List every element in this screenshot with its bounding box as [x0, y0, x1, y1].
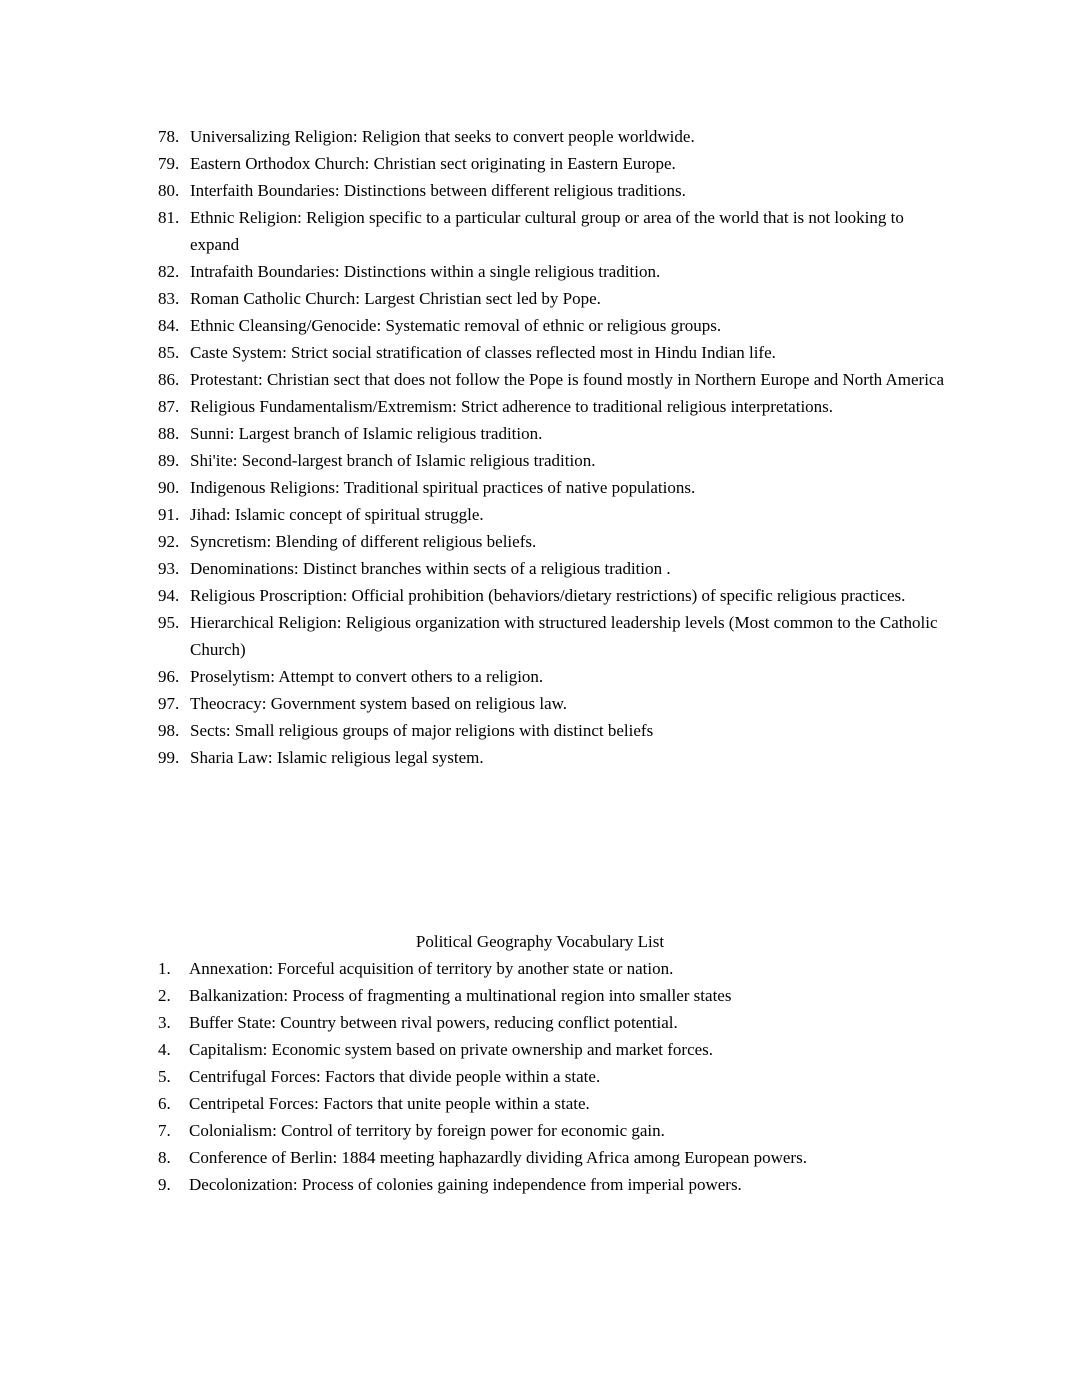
- item-number: 88.: [158, 424, 180, 443]
- list-item: [158, 312, 1080, 339]
- item-text: Syncretism: Blending of different religious beliefs.: [190, 532, 537, 551]
- item-number: 6.: [158, 1094, 171, 1113]
- item-text: Religious Fundamentalism/Extremism: Strict adherence to traditional religious interpretations.: [190, 397, 834, 416]
- list-item: [158, 1171, 1080, 1198]
- item-text: Indigenous Religions: Traditional spiritual practices of native populations.: [190, 478, 696, 497]
- list-item: [158, 366, 1080, 393]
- item-number: 86.: [158, 370, 180, 389]
- religion-vocab-list: [158, 0, 1080, 771]
- list-item: [158, 177, 1080, 204]
- list-item: [158, 123, 1080, 150]
- list-item: [158, 447, 1080, 474]
- item-text: Centrifugal Forces: Factors that divide people within a state.: [189, 1067, 601, 1086]
- item-text: Capitalism: Economic system based on private ownership and market forces.: [189, 1040, 714, 1059]
- list-item: [158, 501, 1080, 528]
- item-number: 81.: [158, 208, 180, 227]
- list-item: [158, 1009, 1080, 1036]
- list-item: [158, 420, 1080, 447]
- item-number: 79.: [158, 154, 180, 173]
- list-item: [158, 1036, 1080, 1063]
- item-number: 84.: [158, 316, 180, 335]
- list-item: [158, 204, 1080, 258]
- item-number: 91.: [158, 505, 180, 524]
- item-text: Hierarchical Religion: Religious organization with structured leadership levels (Most common to the Catholic Church): [190, 613, 938, 659]
- item-text: Proselytism: Attempt to convert others to a religion.: [190, 667, 544, 686]
- item-number: 7.: [158, 1121, 171, 1140]
- item-number: 1.: [158, 959, 171, 978]
- item-number: 94.: [158, 586, 180, 605]
- item-number: 80.: [158, 181, 180, 200]
- list-item: [158, 690, 1080, 717]
- item-text: Sharia Law: Islamic religious legal system.: [190, 748, 484, 767]
- list-item: [158, 663, 1080, 690]
- item-number: 93.: [158, 559, 180, 578]
- list-item: [158, 582, 1080, 609]
- item-text: Centripetal Forces: Factors that unite people within a state.: [189, 1094, 590, 1113]
- list-item: [158, 258, 1080, 285]
- item-text: Ethnic Religion: Religion specific to a particular cultural group or area of the world that is not looking to expand: [190, 208, 904, 254]
- item-number: 8.: [158, 1148, 171, 1167]
- item-text: Decolonization: Process of colonies gaining independence from imperial powers.: [189, 1175, 742, 1194]
- item-number: 99.: [158, 748, 180, 767]
- item-text: Balkanization: Process of fragmenting a multinational region into smaller states: [189, 986, 732, 1005]
- item-text: Religious Proscription: Official prohibition (behaviors/dietary restrictions) of specific religious practices.: [190, 586, 906, 605]
- list-item: [158, 717, 1080, 744]
- political-geography-section-title: Political Geography Vocabulary List: [415, 932, 665, 951]
- item-text: Buffer State: Country between rival powers, reducing conflict potential.: [189, 1013, 678, 1032]
- item-text: Ethnic Cleansing/Genocide: Systematic removal of ethnic or religious groups.: [190, 316, 722, 335]
- item-text: Universalizing Religion: Religion that seeks to convert people worldwide.: [190, 127, 695, 146]
- list-item: [158, 285, 1080, 312]
- item-number: 89.: [158, 451, 180, 470]
- list-item: [158, 982, 1080, 1009]
- list-item: [158, 609, 1080, 663]
- item-number: 87.: [158, 397, 180, 416]
- list-item: [158, 339, 1080, 366]
- item-text: Annexation: Forceful acquisition of territory by another state or nation.: [189, 959, 674, 978]
- item-number: 2.: [158, 986, 171, 1005]
- item-text: Denominations: Distinct branches within sects of a religious tradition .: [190, 559, 671, 578]
- item-number: 92.: [158, 532, 180, 551]
- item-number: 5.: [158, 1067, 171, 1086]
- item-number: 90.: [158, 478, 180, 497]
- item-text: Interfaith Boundaries: Distinctions between different religious traditions.: [190, 181, 686, 200]
- item-text: Colonialism: Control of territory by foreign power for economic gain.: [189, 1121, 665, 1140]
- list-item: [158, 955, 1080, 982]
- list-item: [158, 150, 1080, 177]
- item-text: Sects: Small religious groups of major religions with distinct beliefs: [190, 721, 654, 740]
- item-number: 97.: [158, 694, 180, 713]
- list-item: [158, 1090, 1080, 1117]
- item-text: Jihad: Islamic concept of spiritual struggle.: [190, 505, 484, 524]
- item-number: 96.: [158, 667, 180, 686]
- item-text: Roman Catholic Church: Largest Christian sect led by Pope.: [190, 289, 601, 308]
- item-text: Sunni: Largest branch of Islamic religious tradition.: [190, 424, 543, 443]
- item-text: Shi'ite: Second-largest branch of Islamic religious tradition.: [190, 451, 596, 470]
- item-number: 85.: [158, 343, 180, 362]
- item-text: Eastern Orthodox Church: Christian sect originating in Eastern Europe.: [190, 154, 676, 173]
- political-vocab-list: [158, 955, 1080, 1198]
- item-number: 9.: [158, 1175, 171, 1194]
- list-item: [158, 1144, 1080, 1171]
- item-number: 82.: [158, 262, 180, 281]
- list-item: [158, 555, 1080, 582]
- list-item: [158, 474, 1080, 501]
- item-number: 83.: [158, 289, 180, 308]
- item-number: 98.: [158, 721, 180, 740]
- item-number: 4.: [158, 1040, 171, 1059]
- item-text: Conference of Berlin: 1884 meeting haphazardly dividing Africa among European powers.: [189, 1148, 807, 1167]
- item-text: Caste System: Strict social stratification of classes reflected most in Hindu Indian life.: [190, 343, 776, 362]
- item-number: 95.: [158, 613, 180, 632]
- item-text: Theocracy: Government system based on religious law.: [190, 694, 568, 713]
- item-number: 78.: [158, 127, 180, 146]
- list-item: [158, 744, 1080, 771]
- list-item: [158, 393, 1080, 420]
- list-item: [158, 1063, 1080, 1090]
- list-item: [158, 1117, 1080, 1144]
- item-text: Protestant: Christian sect that does not follow the Pope is found mostly in Northern Europe and North America: [190, 370, 945, 389]
- item-number: 3.: [158, 1013, 171, 1032]
- list-item: [158, 528, 1080, 555]
- item-text: Intrafaith Boundaries: Distinctions within a single religious tradition.: [190, 262, 661, 281]
